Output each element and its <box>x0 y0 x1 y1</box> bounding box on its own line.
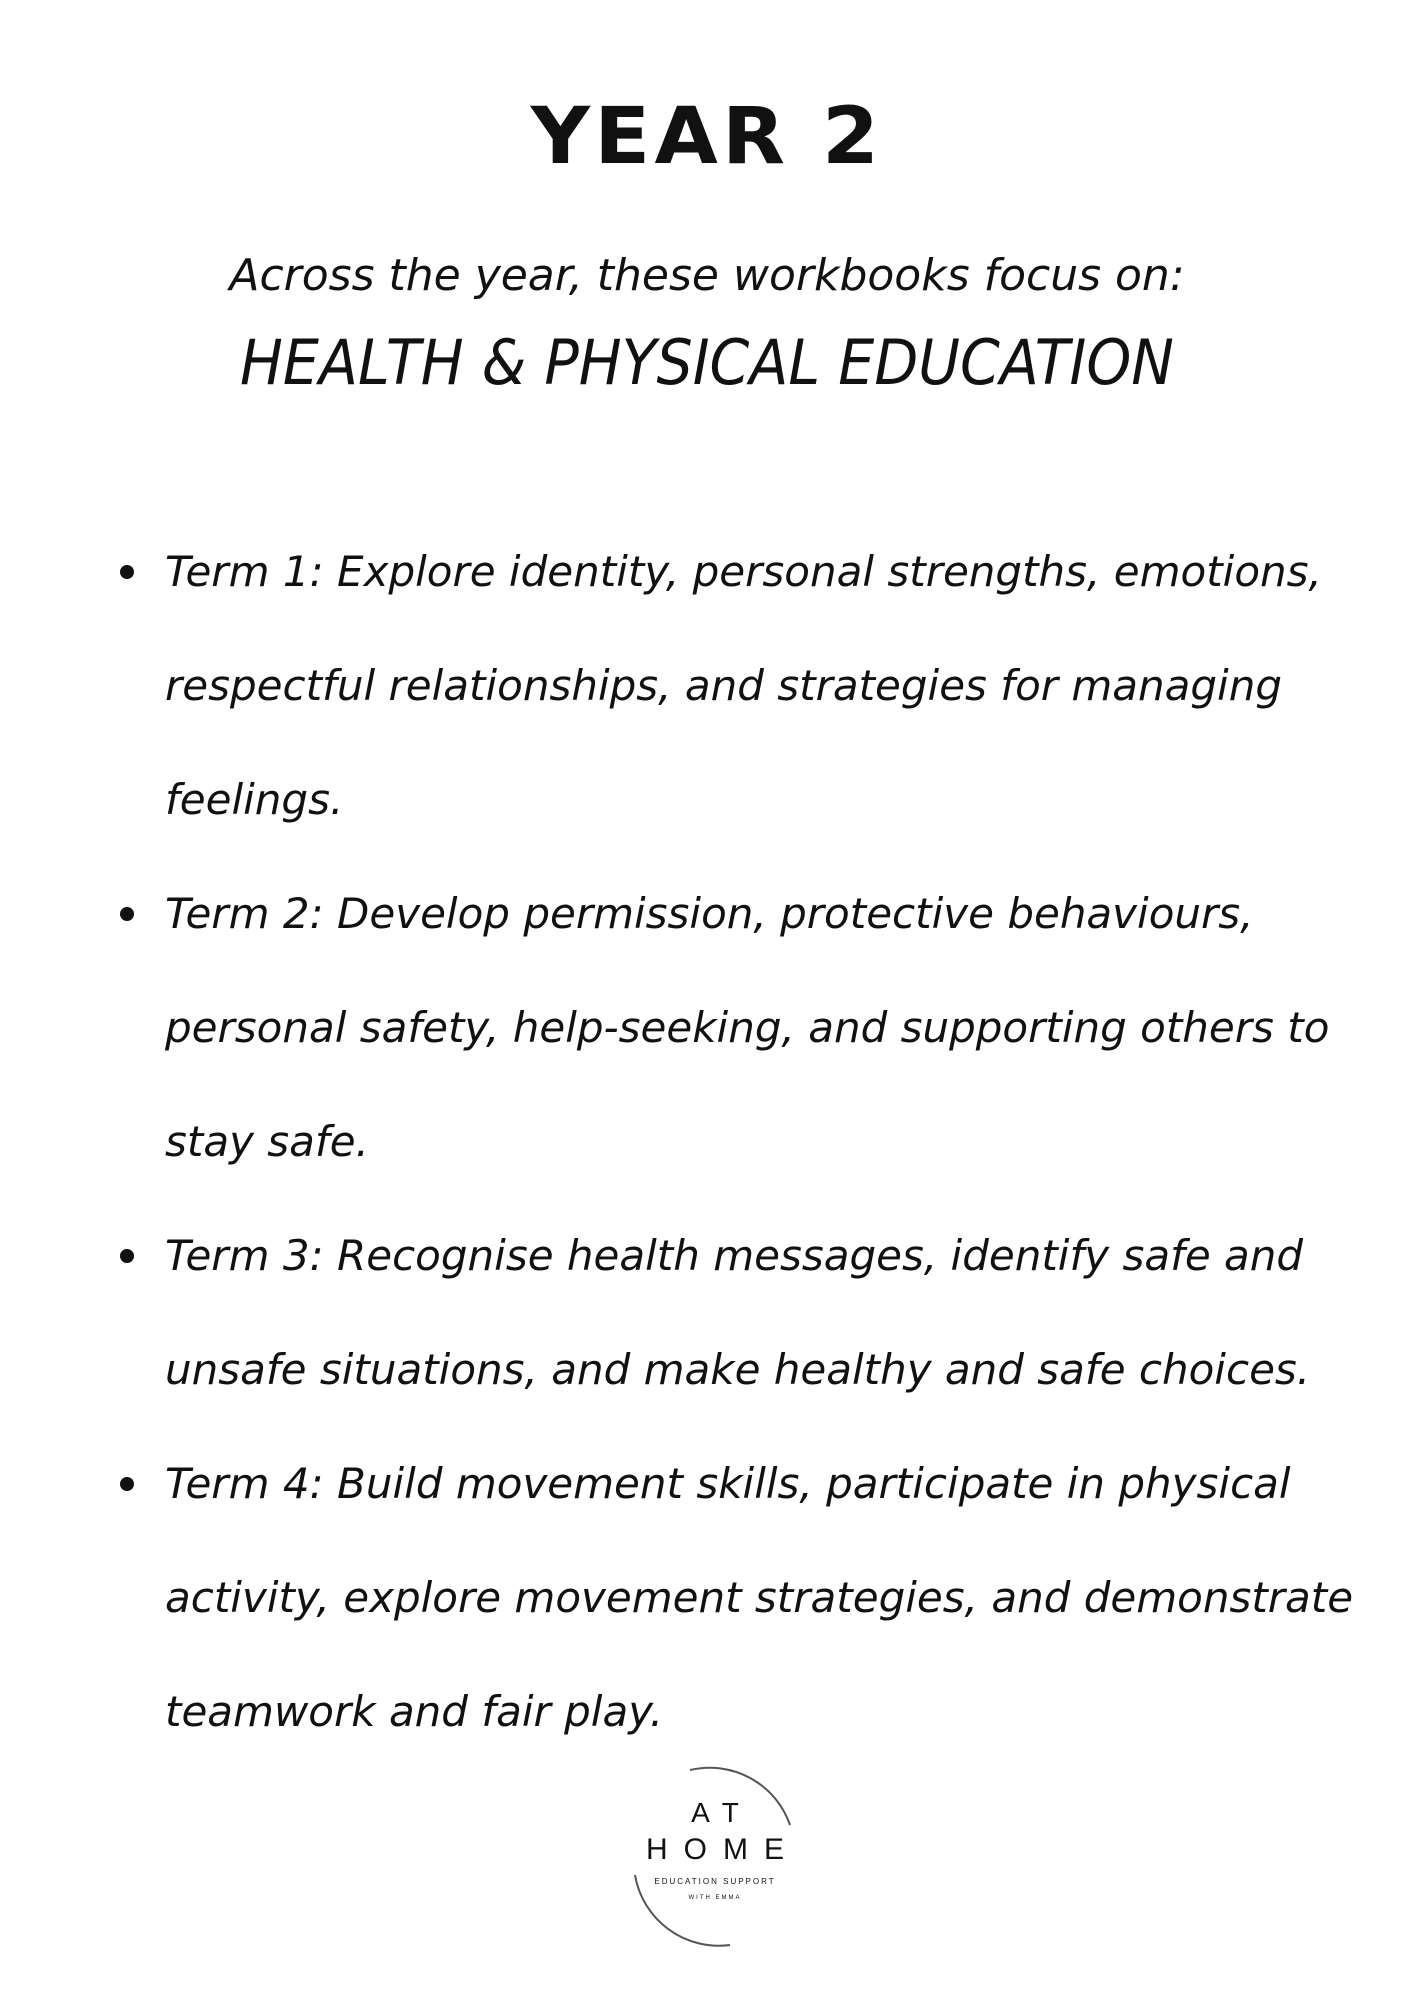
bullet-icon <box>120 565 134 579</box>
subject-heading: HEALTH & PHYSICAL EDUCATION <box>240 326 1174 399</box>
logo-line-support: EDUCATION SUPPORT <box>654 1877 776 1886</box>
intro-text: Across the year, these workbooks focus on: <box>229 250 1185 301</box>
logo-line-with: WITH EMMA <box>688 1895 742 1901</box>
term-item-4 <box>120 1427 1360 1769</box>
bullet-icon <box>120 1477 134 1491</box>
logo-line-home: HOME <box>646 1833 800 1866</box>
brand-logo <box>615 1755 815 1955</box>
term-text: Term 3: Recognise health messages, identify safe and unsafe situations, and make healthy and safe choices. <box>165 1231 1311 1394</box>
terms-list <box>120 515 1360 1769</box>
page-title: YEAR 2 <box>530 92 884 182</box>
bullet-icon <box>120 907 134 921</box>
term-text: Term 4: Build movement skills, participate in physical activity, explore movement strategies, and demonstrate teamwork and fair play. <box>165 1459 1354 1736</box>
term-text: Term 2: Develop permission, protective behaviours, personal safety, help-seeking, and supporting others to stay safe. <box>165 889 1330 1166</box>
term-item-2 <box>120 857 1360 1199</box>
term-item-3 <box>120 1199 1360 1427</box>
bullet-icon <box>120 1249 134 1263</box>
term-text: Term 1: Explore identity, personal strengths, emotions, respectful relationships, and strategies for managing feelings. <box>165 547 1322 824</box>
logo-line-at: AT <box>691 1797 753 1828</box>
term-item-1 <box>120 515 1360 857</box>
